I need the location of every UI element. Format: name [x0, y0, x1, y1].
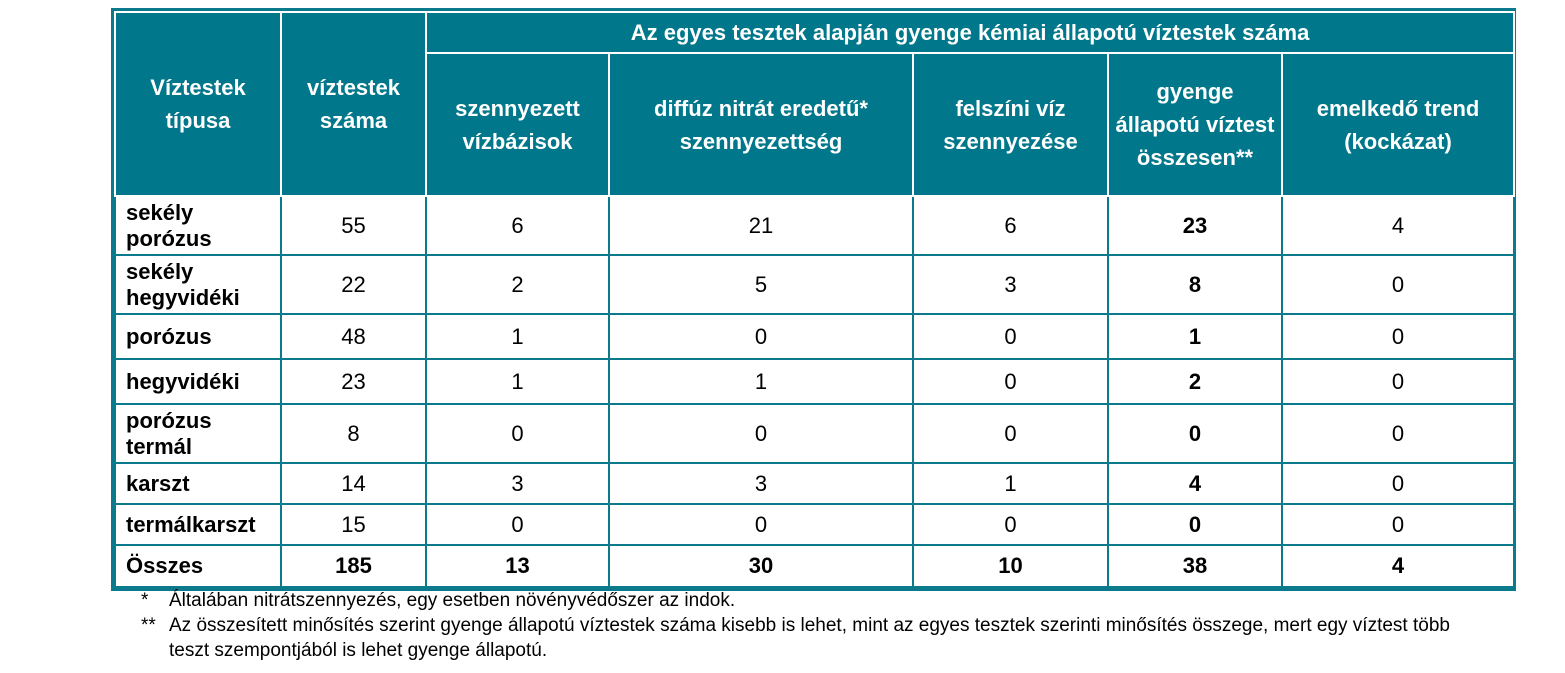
footnote-mark: **	[141, 615, 156, 636]
total-value: 10	[913, 545, 1108, 587]
total-value: 38	[1108, 545, 1282, 587]
cell-value: 0	[609, 504, 913, 545]
table-row	[115, 463, 1514, 504]
footnote-text: Az összesített minősítés szerint gyenge állapotú víztestek száma kisebb is lehet, mint az egyes tesztek szerinti minősítés összege, mert egy víztest több teszt szempontjából is lehet gyenge állapotú.	[169, 615, 1450, 661]
cell-value: 0	[1282, 463, 1514, 504]
cell-count: 8	[281, 404, 426, 463]
cell-count: 48	[281, 314, 426, 359]
cell-value: 0	[1282, 359, 1514, 404]
cell-value: 0	[913, 504, 1108, 545]
header-count: víztestek száma	[281, 12, 426, 196]
cell-count: 14	[281, 463, 426, 504]
footnote-mark: *	[141, 590, 149, 611]
water-bodies-table-container	[111, 8, 1516, 591]
footnote	[141, 588, 1486, 613]
cell-value: 4	[1282, 196, 1514, 255]
cell-total: 8	[1108, 255, 1282, 314]
cell-value: 0	[609, 314, 913, 359]
total-row	[115, 545, 1514, 587]
header-polluted-sources: szennyezett vízbázisok	[426, 53, 609, 196]
table-row	[115, 196, 1514, 255]
row-type: sekély hegyvidéki	[115, 255, 281, 314]
row-type: karszt	[115, 463, 281, 504]
cell-total: 23	[1108, 196, 1282, 255]
cell-value: 0	[1282, 314, 1514, 359]
total-label: Összes	[115, 545, 281, 587]
cell-value: 0	[1282, 255, 1514, 314]
cell-value: 0	[609, 404, 913, 463]
cell-value: 3	[913, 255, 1108, 314]
cell-value: 1	[426, 359, 609, 404]
row-type: sekély porózus	[115, 196, 281, 255]
total-value: 30	[609, 545, 913, 587]
cell-count: 22	[281, 255, 426, 314]
cell-value: 0	[426, 504, 609, 545]
cell-count: 55	[281, 196, 426, 255]
footnotes	[141, 588, 1486, 663]
cell-value: 1	[913, 463, 1108, 504]
row-type: porózus	[115, 314, 281, 359]
cell-value: 6	[913, 196, 1108, 255]
header-surface-water: felszíni víz szennyezése	[913, 53, 1108, 196]
cell-value: 0	[913, 314, 1108, 359]
cell-count: 15	[281, 504, 426, 545]
table-row	[115, 504, 1514, 545]
header-poor-status-total: gyenge állapotú víztest összesen**	[1108, 53, 1282, 196]
cell-total: 4	[1108, 463, 1282, 504]
row-type: porózus termál	[115, 404, 281, 463]
cell-total: 2	[1108, 359, 1282, 404]
water-bodies-table	[114, 11, 1515, 588]
cell-value: 0	[426, 404, 609, 463]
cell-value: 0	[1282, 404, 1514, 463]
cell-value: 0	[1282, 504, 1514, 545]
cell-value: 0	[913, 404, 1108, 463]
cell-total: 0	[1108, 404, 1282, 463]
row-type: termálkarszt	[115, 504, 281, 545]
header-diffuse-nitrate: diffúz nitrát eredetű* szennyezettség	[609, 53, 913, 196]
cell-value: 3	[609, 463, 913, 504]
cell-value: 3	[426, 463, 609, 504]
cell-value: 5	[609, 255, 913, 314]
cell-count: 23	[281, 359, 426, 404]
header-rising-trend: emelkedő trend (kockázat)	[1282, 53, 1514, 196]
cell-total: 0	[1108, 504, 1282, 545]
cell-value: 0	[913, 359, 1108, 404]
table-row	[115, 404, 1514, 463]
total-value: 4	[1282, 545, 1514, 587]
total-value: 13	[426, 545, 609, 587]
footnote-text: Általában nitrátszennyezés, egy esetben növényvédőszer az indok.	[169, 590, 736, 611]
cell-value: 1	[609, 359, 913, 404]
header-type: Víztestek típusa	[115, 12, 281, 196]
cell-value: 1	[426, 314, 609, 359]
total-count: 185	[281, 545, 426, 587]
cell-value: 21	[609, 196, 913, 255]
footnote	[141, 613, 1486, 663]
table-row	[115, 314, 1514, 359]
table-row	[115, 359, 1514, 404]
cell-value: 2	[426, 255, 609, 314]
header-group: Az egyes tesztek alapján gyenge kémiai állapotú víztestek száma	[426, 12, 1514, 53]
table-row	[115, 255, 1514, 314]
row-type: hegyvidéki	[115, 359, 281, 404]
cell-total: 1	[1108, 314, 1282, 359]
cell-value: 6	[426, 196, 609, 255]
